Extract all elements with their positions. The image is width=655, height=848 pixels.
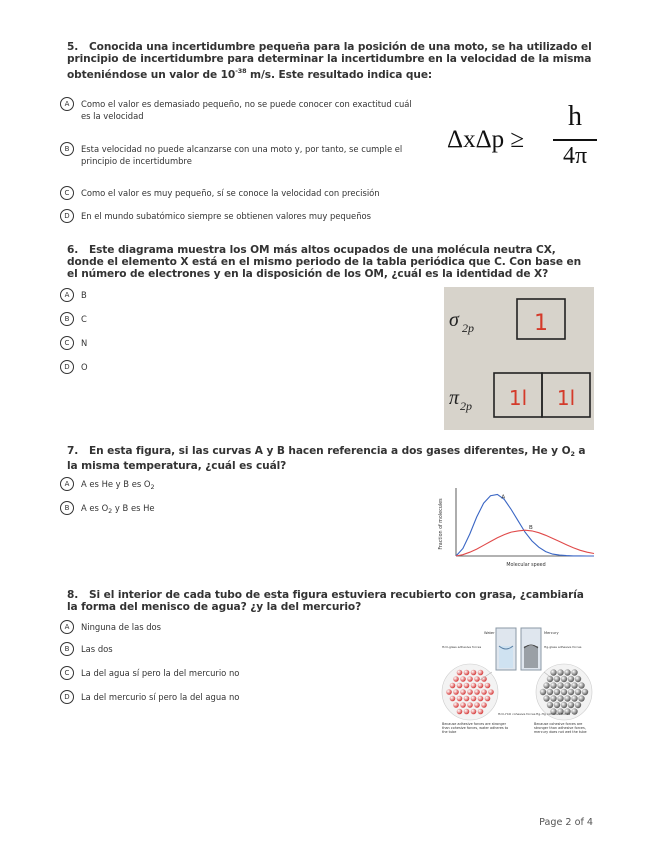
sigma-label: σ [449,309,459,331]
option-text: C [81,314,87,324]
option-radio[interactable]: D [60,360,74,374]
question-7 [67,445,592,472]
mercury-atom [564,695,570,701]
hg-cohesive-label: Hg–Hg cohesive forces [536,712,571,716]
meniscus-figure [440,622,596,750]
water-molecule [485,696,491,702]
sigma-subscript: 2p [462,321,474,335]
mercury-atom [564,682,570,688]
q5-option-d[interactable] [60,209,480,227]
option-text: En el mundo subatómico siempre se obtienen valores muy pequeños [81,211,371,221]
mercury-atom [550,682,556,688]
question-6-title: 6. Este diagrama muestra los OM más altos ocupados de una molécula neutra CX, donde el elemento X está en el mismo periodo de la tabla periódica que C. Con base en el número de electrones y en la disposición de los OM, ¿cuál es la identidad de X? [67,244,582,281]
option-radio[interactable]: D [60,690,74,704]
mo-diagram [444,287,594,430]
water-molecule [457,683,463,689]
water-molecule [488,689,494,695]
chart-svg [436,484,596,570]
option-text: Las dos [81,644,113,654]
water-molecule [474,676,480,682]
option-text: Como el valor es muy pequeño, sí se conoce la velocidad con precisión [81,188,380,198]
mercury-atom [540,689,546,695]
water-molecule [471,670,477,676]
q6-option-c[interactable] [60,336,87,354]
hg-glass-label: Hg-glass adhesive forces [544,645,582,649]
mercury-atom [561,689,567,695]
mercury-atom [554,689,560,695]
mercury-atom [571,682,577,688]
question-6 [67,244,592,281]
q8-option-b[interactable] [60,642,113,660]
water-molecule [464,709,470,715]
hg-caption-box [534,722,596,750]
mercury-atom [561,676,567,682]
option-text: N [81,338,88,348]
mercury-atom [550,669,556,675]
y-axis-label: Fraction of molecules [439,498,444,550]
mercury-atom [543,682,549,688]
question-8 [67,589,592,613]
mercury-atom [571,695,577,701]
mercury-atom [550,695,556,701]
mercury-atom [575,689,581,695]
mercury-atom [578,682,584,688]
water-caption-box [442,722,514,750]
water-molecule [460,702,466,708]
option-radio[interactable]: B [60,142,74,156]
option-radio[interactable]: A [60,477,74,491]
water-molecule [457,670,463,676]
mercury-atom [554,702,560,708]
mercury-atom [557,669,563,675]
q7-option-a[interactable] [60,477,155,495]
pi-electrons-2: 1l [556,386,576,410]
option-text: Ninguna de las dos [81,622,162,632]
water-molecule [471,709,477,715]
water-molecule [464,696,470,702]
option-radio[interactable]: A [60,620,74,634]
uncertainty-formula: ΔxΔp ≥ h 4π [447,101,597,179]
water-molecule [460,689,466,695]
water-molecule [478,670,484,676]
fraction-bar [553,139,597,141]
water-molecule [474,702,480,708]
mercury-atom [554,676,560,682]
q8-option-a[interactable] [60,620,161,638]
q5-option-b[interactable] [60,142,420,166]
pi-label: π [449,387,460,409]
mercury-atom [582,689,588,695]
water-molecule [464,683,470,689]
water-molecule [453,702,459,708]
option-radio[interactable]: D [60,209,74,223]
hg-caption: Because cohesive forces are stronger than adhesive forces, mercury does not wet the tube [534,722,587,734]
page-number: Page 2 of 4 [539,817,593,828]
sigma-electron: 1 [534,311,548,336]
water-molecule-cluster [442,664,498,720]
option-text: A es He y B es $O_2$ [81,479,155,491]
mercury-atom [568,702,574,708]
option-radio[interactable]: C [60,666,74,680]
mercury-atom [547,702,553,708]
mercury-atom [543,695,549,701]
mercury-label: Mercury [544,631,559,635]
q6-option-b[interactable] [60,312,87,330]
mercury-atom [575,676,581,682]
option-text: A es $O_2$ y B es He [81,503,155,515]
meniscus-svg [440,622,596,750]
water-molecule [464,670,470,676]
water-molecule [478,683,484,689]
pi-electrons-1: 1l [508,386,528,410]
q6-option-a[interactable] [60,288,87,306]
mercury-atom [568,676,574,682]
water-molecule [457,696,463,702]
series-label-a: A [501,494,506,501]
water-molecule [485,683,491,689]
water-glass-label: H₂O-glass adhesive forces [442,645,482,649]
q5-option-a[interactable] [60,97,420,121]
q8-option-c[interactable] [60,666,239,684]
option-text: B [81,290,87,300]
mercury-atom [557,682,563,688]
option-text: O [81,362,88,372]
mercury-atom [561,702,567,708]
mercury-atom [575,702,581,708]
option-radio[interactable]: C [60,336,74,350]
series-label-b: B [529,525,533,532]
water-molecule [471,683,477,689]
question-7-title: 7. En esta figura, si las curvas A y B hacen referencia a dos gases diferentes, He y $O_2$ a la misma temperatura, ¿cuál es cuál? [67,445,586,473]
water-molecule [471,696,477,702]
water-molecule [450,696,456,702]
water-molecule [450,683,456,689]
q5-option-c[interactable] [60,186,480,204]
option-text: La del agua sí pero la del mercurio no [81,668,240,678]
option-text: Esta velocidad no puede alcanzarse con una moto y, por tanto, se cumple el principio de incertidumbre [81,144,403,166]
h2o-cohesive-label: H₂O–H₂O cohesive forces [498,712,536,716]
mercury-atom [557,695,563,701]
mercury-atom [547,689,553,695]
series-line-b [456,530,594,556]
series-line-a [456,494,594,556]
question-8-title: 8. Si el interior de cada tubo de esta figura estuviera recubierto con grasa, ¿cambiaría la forma del menisco de agua? ¿y la del mercurio? [67,589,584,614]
option-text: La del mercurio sí pero la del agua no [81,692,240,702]
option-radio[interactable]: A [60,97,74,111]
speed-distribution-chart [436,484,596,570]
option-text: Como el valor es demasiado pequeño, no se puede conocer con exactitud cuál es la velocidad [81,99,412,121]
q7-option-b[interactable] [60,501,155,519]
water-molecule [478,709,484,715]
water-molecule [481,689,487,695]
mercury-atom [568,689,574,695]
question-5 [67,41,592,82]
water-molecule [453,689,459,695]
water-molecule [457,709,463,715]
option-radio[interactable]: B [60,312,74,326]
mo-diagram-svg [444,287,594,430]
mercury-atom [564,669,570,675]
question-5-title: 5. Conocida una incertidumbre pequeña para la posición de una moto, se ha utilizado el principio de incertidumbre para determinar la incertidumbre en la velocidad de la misma obteniéndose un valor de $10^{-38}$ m/s. Este resultado indica que: [67,41,592,82]
x-axis-label: Molecular speed [506,563,546,568]
pi-subscript: 2p [460,399,472,413]
water-molecule [453,676,459,682]
water-molecule [478,696,484,702]
mercury-atom [571,669,577,675]
water-molecule [460,676,466,682]
water-label: Water [484,631,495,635]
mercury-column [524,646,538,668]
water-molecule [481,702,487,708]
option-radio[interactable]: C [60,186,74,200]
water-caption: Because adhesive forces are stronger than cohesive forces, water adheres to the tube [442,722,509,734]
water-molecule [446,689,452,695]
water-molecule [467,702,473,708]
mercury-atom [571,708,577,714]
option-radio[interactable]: B [60,642,74,656]
q6-option-d[interactable] [60,360,88,378]
mercury-atom [578,695,584,701]
water-molecule [474,689,480,695]
water-molecule [467,689,473,695]
q8-option-d[interactable] [60,690,239,708]
water-molecule [467,676,473,682]
option-radio[interactable]: A [60,288,74,302]
option-radio[interactable]: B [60,501,74,515]
